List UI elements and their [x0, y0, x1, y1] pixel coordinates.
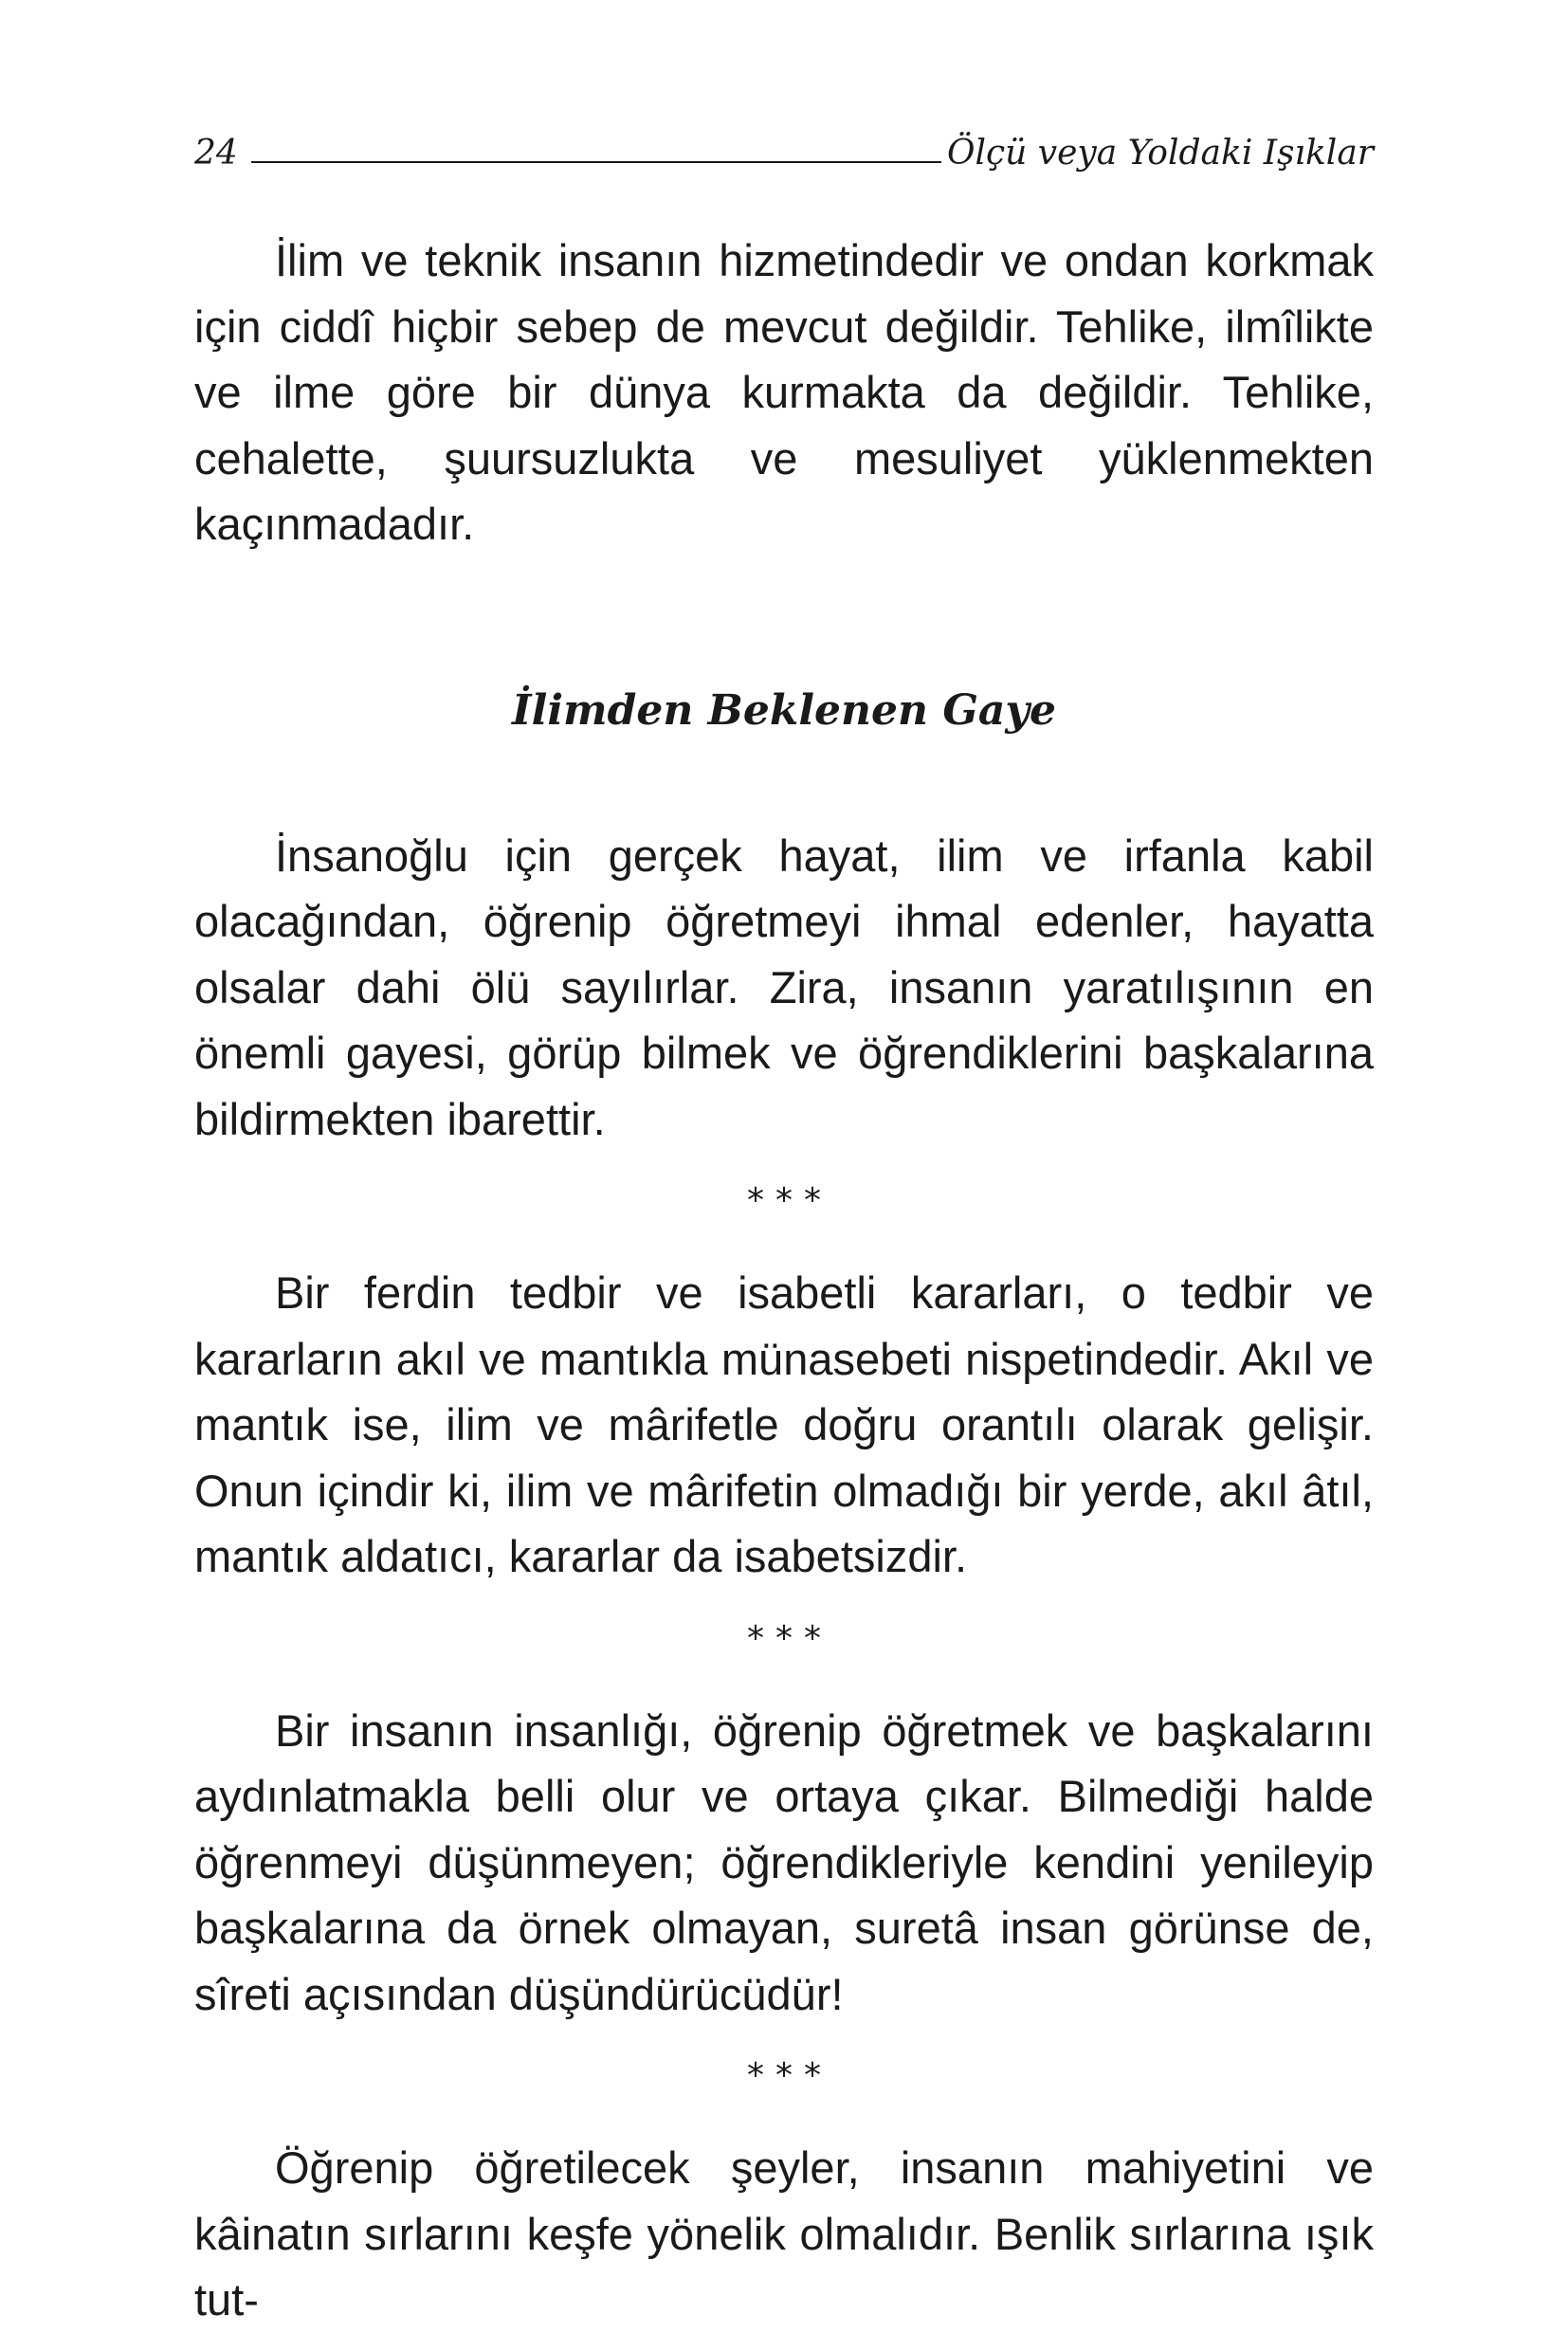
paragraph-3: Bir ferdin tedbir ve isabetli kararları, o tedbir ve kararların akıl ve mantıkla münasebeti nispetindedir. Akıl ve mantık ise, ilim ve mârifetle doğru orantılı olarak gelişir. Onun içindir ki, ilim ve mârifetin olmadığı bir yerde, akıl âtıl, mantık aldatıcı, kararlar da isabetsizdir. — [194, 1267, 1374, 1581]
paragraph-1: İlim ve teknik insanın hizmetindedir ve ondan korkmak için ciddî hiçbir sebep de mevcut değildir. Tehlike, ilmîlikte ve ilme göre bir dünya kurmakta da değildir. Tehlike, cehalette, şuursuzlukta ve mesuliyet yüklenmekten kaçınmadadır. — [194, 235, 1374, 549]
paragraph-4: Bir insanın insanlığı, öğrenip öğretmek ve başkalarını aydınlatmakla belli olur ve ortaya çıkar. Bilmediği halde öğrenmeyi düşünmeyen; öğrendikleriyle kendini yenileyip başkalarına da örnek olmayan, suretâ insan görünse de, sîreti açısından düşündürücüdür! — [194, 1704, 1374, 2019]
paragraph-2: İnsanoğlu için gerçek hayat, ilim ve irfanla kabil olacağından, öğrenip öğretmeyi ihmal edenler, hayatta olsalar dahi ölü sayılırlar. Zira, insanın yaratılışının en önemli gayesi, görüp bilmek ve öğrendiklerini başkalarına bildirmekten ibarettir. — [194, 829, 1374, 1144]
book-title: Ölçü veya Yoldaki Işıklar — [946, 134, 1374, 173]
asterism-separator-2: *** — [747, 1618, 832, 1658]
asterism-separator-1: *** — [747, 1181, 832, 1220]
running-header — [194, 116, 1374, 173]
header-rule — [251, 161, 941, 163]
asterism-separator-3: *** — [747, 2056, 832, 2095]
page-body — [194, 228, 1374, 2333]
paragraph-5: Öğrenip öğretilecek şeyler, insanın mahiyetini ve kâinatın sırlarını keşfe yönelik olmalıdır. Benlik sırlarına ışık tut- — [194, 2142, 1374, 2324]
section-heading: İlimden Beklenen Gaye — [512, 685, 1056, 735]
page-number: 24 — [194, 134, 238, 173]
